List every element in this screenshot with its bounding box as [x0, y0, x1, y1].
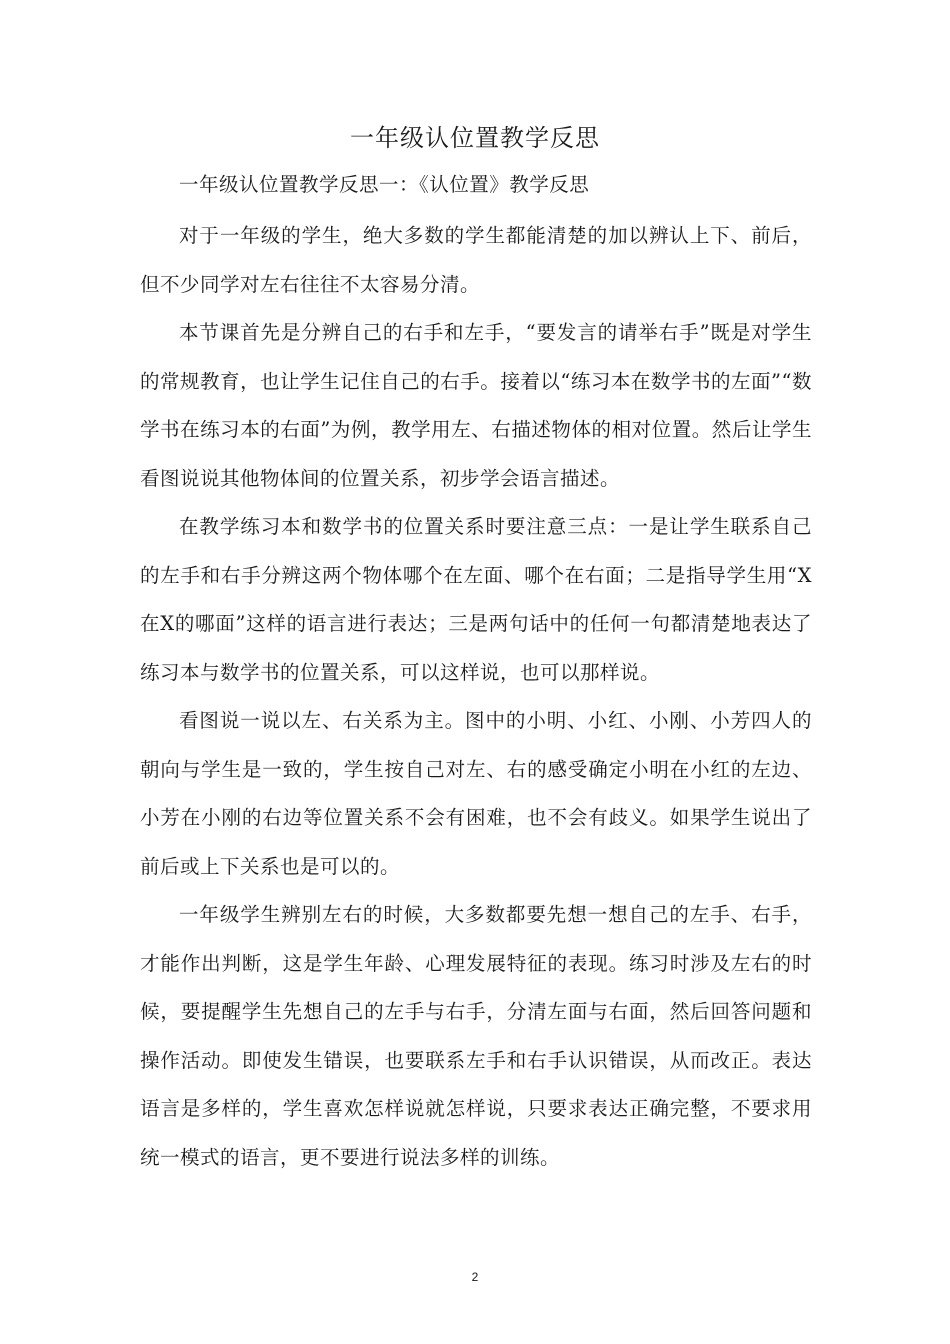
section-subtitle: 一年级认位置教学反思一：《认位置》教学反思: [179, 173, 590, 196]
document-body: [140, 170, 812, 1182]
document-title: 一年级认位置教学反思: [350, 124, 600, 152]
paragraph-2: 本节课首先是分辨自己的右手和左手，“要发言的请举右手”既是对学生的常规教育，也让学生记住自己的右手。接着以“练习本在数学书的左面”“数学书在练习本的右面”为例，教学用左、右描述物体的相对位置。然后让学生看图说说其他物体间的位置关系，初步学会语言描述。: [140, 321, 812, 490]
page-number: 2: [471, 1270, 479, 1284]
paragraph-5: 一年级学生辨别左右的时候，大多数都要先想一想自己的左手、右手，才能作出判断，这是学生年龄、心理发展特征的表现。练习时涉及左右的时候，要提醒学生先想自己的左手与右手，分清左面与右面，然后回答问题和操作活动。即使发生错误，也要联系左手和右手认识错误，从而改正。表达语言是多样的，学生喜欢怎样说就怎样说，只要求表达正确完整，不要求用统一模式的语言，更不要进行说法多样的训练。: [140, 903, 812, 1169]
paragraph-3: 在教学练习本和数学书的位置关系时要注意三点：一是让学生联系自己的左手和右手分辨这两个物体哪个在左面、哪个在右面；二是指导学生用“X在X的哪面”这样的语言进行表达；三是两句话中的任何一句都清楚地表达了练习本与数学书的位置关系，可以这样说，也可以那样说。: [140, 515, 812, 684]
paragraph-1: 对于一年级的学生，绝大多数的学生都能清楚的加以辨认上下、前后，但不少同学对左右往往不太容易分清。: [140, 224, 812, 296]
paragraph-4: 看图说一说以左、右关系为主。图中的小明、小红、小刚、小芳四人的朝向与学生是一致的，学生按自己对左、右的感受确定小明在小红的左边、小芳在小刚的右边等位置关系不会有困难，也不会有歧义。如果学生说出了前后或上下关系也是可以的。: [140, 709, 812, 878]
